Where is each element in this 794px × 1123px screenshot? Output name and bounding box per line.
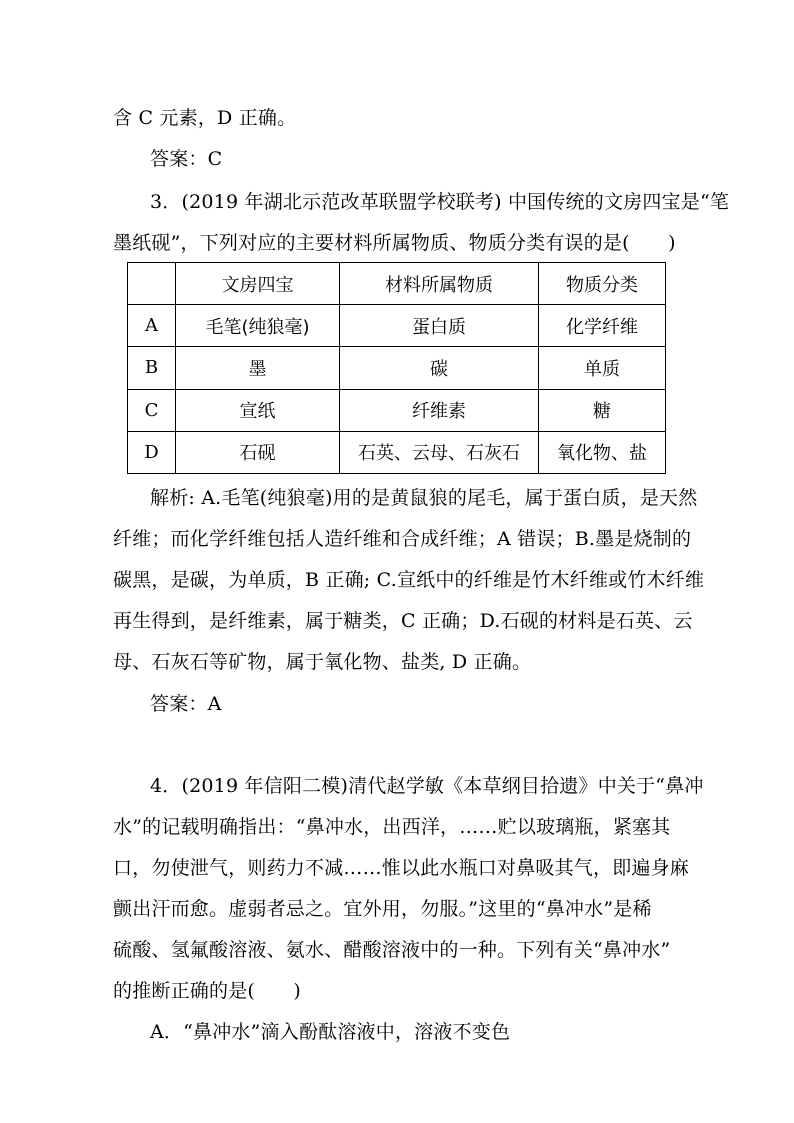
question-4-line: 的推断正确的是( )	[113, 980, 302, 1002]
table-row	[128, 431, 666, 473]
table-header-row	[128, 263, 666, 305]
question-4-line: 水”的记载明确指出：“鼻冲水，出西洋，……贮以玻璃瓶，紧塞其	[113, 816, 671, 838]
question-4-line: 颤出汗而愈。虚弱者忌之。宜外用，勿服。”这里的“鼻冲水”是稀	[113, 898, 652, 920]
option-a-line: A．“鼻冲水”滴入酚酞溶液中，溶液不变色	[150, 1021, 511, 1043]
table-cell: 糖	[539, 389, 666, 431]
table-cell: 蛋白质	[340, 305, 539, 347]
table-row	[128, 347, 666, 389]
question-3-line: 墨纸砚”，下列对应的主要材料所属物质、物质分类有误的是( )	[113, 232, 676, 254]
explanation-line: 解析: A.毛笔(纯狼毫)用的是黄鼠狼的尾毛，属于蛋白质，是天然	[150, 487, 698, 509]
table-cell: 石砚	[176, 431, 340, 473]
question-4-line: 口，勿使泄气，则药力不减……惟以此水瓶口对鼻吸其气，即遍身麻	[113, 857, 690, 879]
question-4-line: 4．(2019 年信阳二模)清代赵学敏《本草纲目拾遗》中关于“鼻冲	[150, 775, 704, 797]
explanation-line: 再生得到，是纤维素，属于糖类，C 正确；D.石砚的材料是石英、云	[113, 610, 693, 632]
answer-line: 答案：C	[150, 148, 223, 170]
table-cell: B	[128, 347, 176, 389]
table-cell: 墨	[176, 347, 340, 389]
explanation-line: 母、石灰石等矿物，属于氧化物、盐类, D 正确。	[113, 651, 532, 673]
table-header-cell	[128, 263, 176, 305]
table-header-cell: 物质分类	[539, 263, 666, 305]
table-cell: 化学纤维	[539, 305, 666, 347]
table-cell: C	[128, 389, 176, 431]
table-cell: 毛笔(纯狼毫)	[176, 305, 340, 347]
table-row	[128, 305, 666, 347]
table-cell: 氧化物、盐	[539, 431, 666, 473]
table-cell: 宣纸	[176, 389, 340, 431]
table-cell: D	[128, 431, 176, 473]
table-row	[128, 389, 666, 431]
question-3-line: 3．(2019 年湖北示范改革联盟学校联考) 中国传统的文房四宝是“笔	[150, 191, 730, 213]
materials-table	[127, 262, 665, 474]
question-4-line: 硫酸、氢氟酸溶液、氨水、醋酸溶液中的一种。下列有关“鼻冲水”	[113, 939, 671, 961]
table-cell: 单质	[539, 347, 666, 389]
explanation-line: 碳黑，是碳，为单质，B 正确; C.宣纸中的纤维是竹木纤维或竹木纤维	[113, 569, 705, 591]
table-cell: A	[128, 305, 176, 347]
table-cell: 石英、云母、石灰石	[340, 431, 539, 473]
table-header-cell: 材料所属物质	[340, 263, 539, 305]
table-cell: 纤维素	[340, 389, 539, 431]
table-cell: 碳	[340, 347, 539, 389]
table-header-cell: 文房四宝	[176, 263, 340, 305]
text-line: 含 C 元素，D 正确。	[113, 107, 297, 129]
answer-line: 答案：A	[150, 693, 222, 715]
explanation-line: 纤维；而化学纤维包括人造纤维和合成纤维；A 错误；B.墨是烧制的	[113, 528, 692, 550]
